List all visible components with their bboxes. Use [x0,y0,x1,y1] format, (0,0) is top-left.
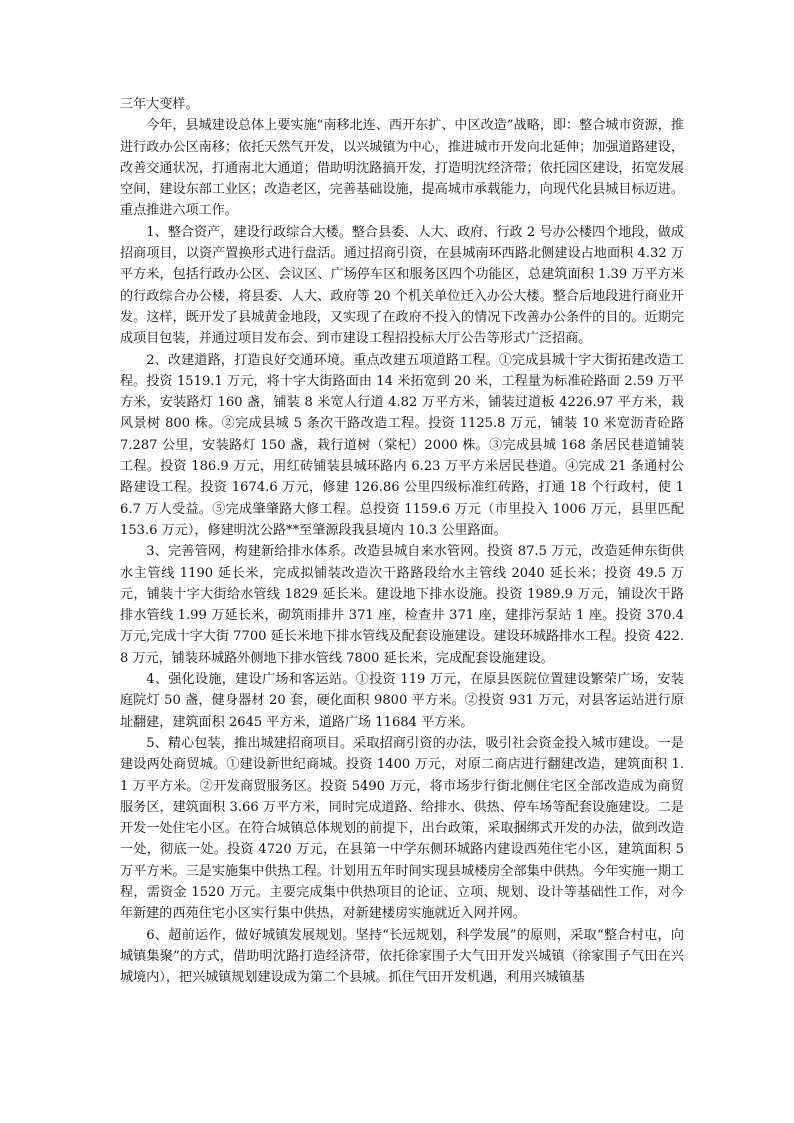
paragraph-item-1: 1、整合资产，建设行政综合大楼。整合县委、人大、政府、行政 2 号办公楼四个地段，做成招商项目，以资产置换形式进行盘活。通过招商引资，在县城南环西路北侧建设占地面积 4.32 万平方米，包括行政办公区、会议区、广场停车区和服务区四个功能区，总建筑面积 1.39 万平方米的行政综合办公楼，将县委、人大、政府等 20 个机关单位迁入办公大楼。整合后地段进行商业开发。这样，既开发了县城黄金地段，又实现了在政府不投入的情况下改善办公条件的目的。近期完成项目包装，并通过项目发布会、到市建设工程招投标大厅公告等形式广泛招商。 [120,224,684,347]
paragraph-item-2: 2、改建道路，打造良好交通环境。重点改建五项道路工程。①完成县城十字大街拓建改造工程。投资 1519.1 万元，将十字大街路面由 14 米拓宽到 20 米，工程量为标准砼路面 2.59 万平方米，安装路灯 160 盏，铺装 8 米宽人行道 4.82 万平方米，铺装过道板 4226.97 平方米，栽风景树 800 株。②完成县城 5 条次干路改造工程。投资 1125.8 万元，铺装 10 米宽沥青砼路 7.287 公里，安装路灯 150 盏，栽行道树（棠杞）2000 株。③完成县城 168 条居民巷道铺装工程。投资 186.9 万元，用红砖铺装县城环路内 6.23 万平方米居民巷道。④完成 21 条通村公路建设工程。投资 1674.6 万元，修建 126.86 公里四级标准红砖路，打通 18 个行政村，使 16.7 万人受益。⑤完成肇肇路大修工程。总投资 1159.6 万元（市里投入 1006 万元，县里匹配 153.6 万元），修建明沈公路**至肇源段我县境内 10.3 公里路面。 [120,352,684,538]
paragraph-intro-tail: 三年大变样。 [120,97,199,112]
paragraph-item-3: 3、完善管网，构建新给排水体系。改造县城自来水管网。投资 87.5 万元，改造延伸东街供水主管线 1190 延长米，完成拟铺装改造次干路路段给水主管线 2040 延长米；投资 49.5 万元，铺装十字大街给水管线 1829 延长米。建设地下排水设施。投资 1989.9 万元，铺设次干路排水管线 1.99 万延长米，砌筑雨排井 371 座，检查井 371 座，建排污泵站 1 座。投资 370.4 万元,完成十字大街 7700 延长米地下排水管线及配套设施建设。建设环城路排水工程。投资 422.8 万元，铺装环城路外侧地下排水管线 7800 延长米，完成配套设施建设。 [120,544,684,666]
paragraph-strategy: 今年，县城建设总体上要实施“南移北连、西开东扩、中区改造”战略，即：整合城市资源，推进行政办公区南移；依托天然气开发，以兴城镇为中心，推进城市开发向北延伸；加强道路建设，改善交通状况，打通南北大通道；借助明沈路搞开发，打造明沈经济带；依托园区建设，拓宽发展空间，建设东部工业区；改造老区，完善基础设施，提高城市承载能力，向现代化县城目标迈进。重点推进六项工作。 [120,118,684,219]
paragraph-item-5: 5、精心包装，推出城建招商项目。采取招商引资的办法，吸引社会资金投入城市建设。一是建设两处商贸城。①建设新世纪商城。投资 1400 万元，对原二商店进行翻建改造，建筑面积 1.1 万平方米。②开发商贸服务区。投资 5490 万元，将市场步行街北侧住宅区全部改造成为商贸服务区，建筑面积 3.66 万平方米，同时完成道路、给排水、供热、停车场等配套设施建设。二是开发一处住宅小区。在符合城镇总体规划的前提下，出台政策，采取捆绑式开发的办法，做到改造一处，彻底一处。投资 4720 万元，在县第一中学东侧环城路内建设西苑住宅小区，建筑面积 5 万平方米。三是实施集中供热工程。计划用五年时间实现县城楼房全部集中供热。今年实施一期工程，需资金 1520 万元。主要完成集中供热项目的论证、立项、规划、设计等基础性工作，对今年新建的西苑住宅小区实行集中供热，对新建楼房实施就近入网并网。 [120,735,684,922]
document-page [120,94,684,988]
paragraph-item-4: 4、强化设施，建设广场和客运站。①投资 119 万元，在原县医院位置建设繁荣广场，安装庭院灯 50 盏，健身器材 20 套，硬化面积 9800 平方米。②投资 931 万元，对县客运站进行原址翻建，建筑面积 2645 平方米，道路广场 11684 平方米。 [120,672,684,730]
paragraph-item-6: 6、超前运作，做好城镇发展规划。坚持“长远规划，科学发展”的原则，采取“整合村屯，向城镇集聚”的方式，借助明沈路打造经济带，依托徐家围子大气田开发兴城镇（徐家围子气田在兴城境内），把兴城镇规划建设成为第二个县城。抓住气田开发机遇，利用兴城镇基 [120,927,684,986]
